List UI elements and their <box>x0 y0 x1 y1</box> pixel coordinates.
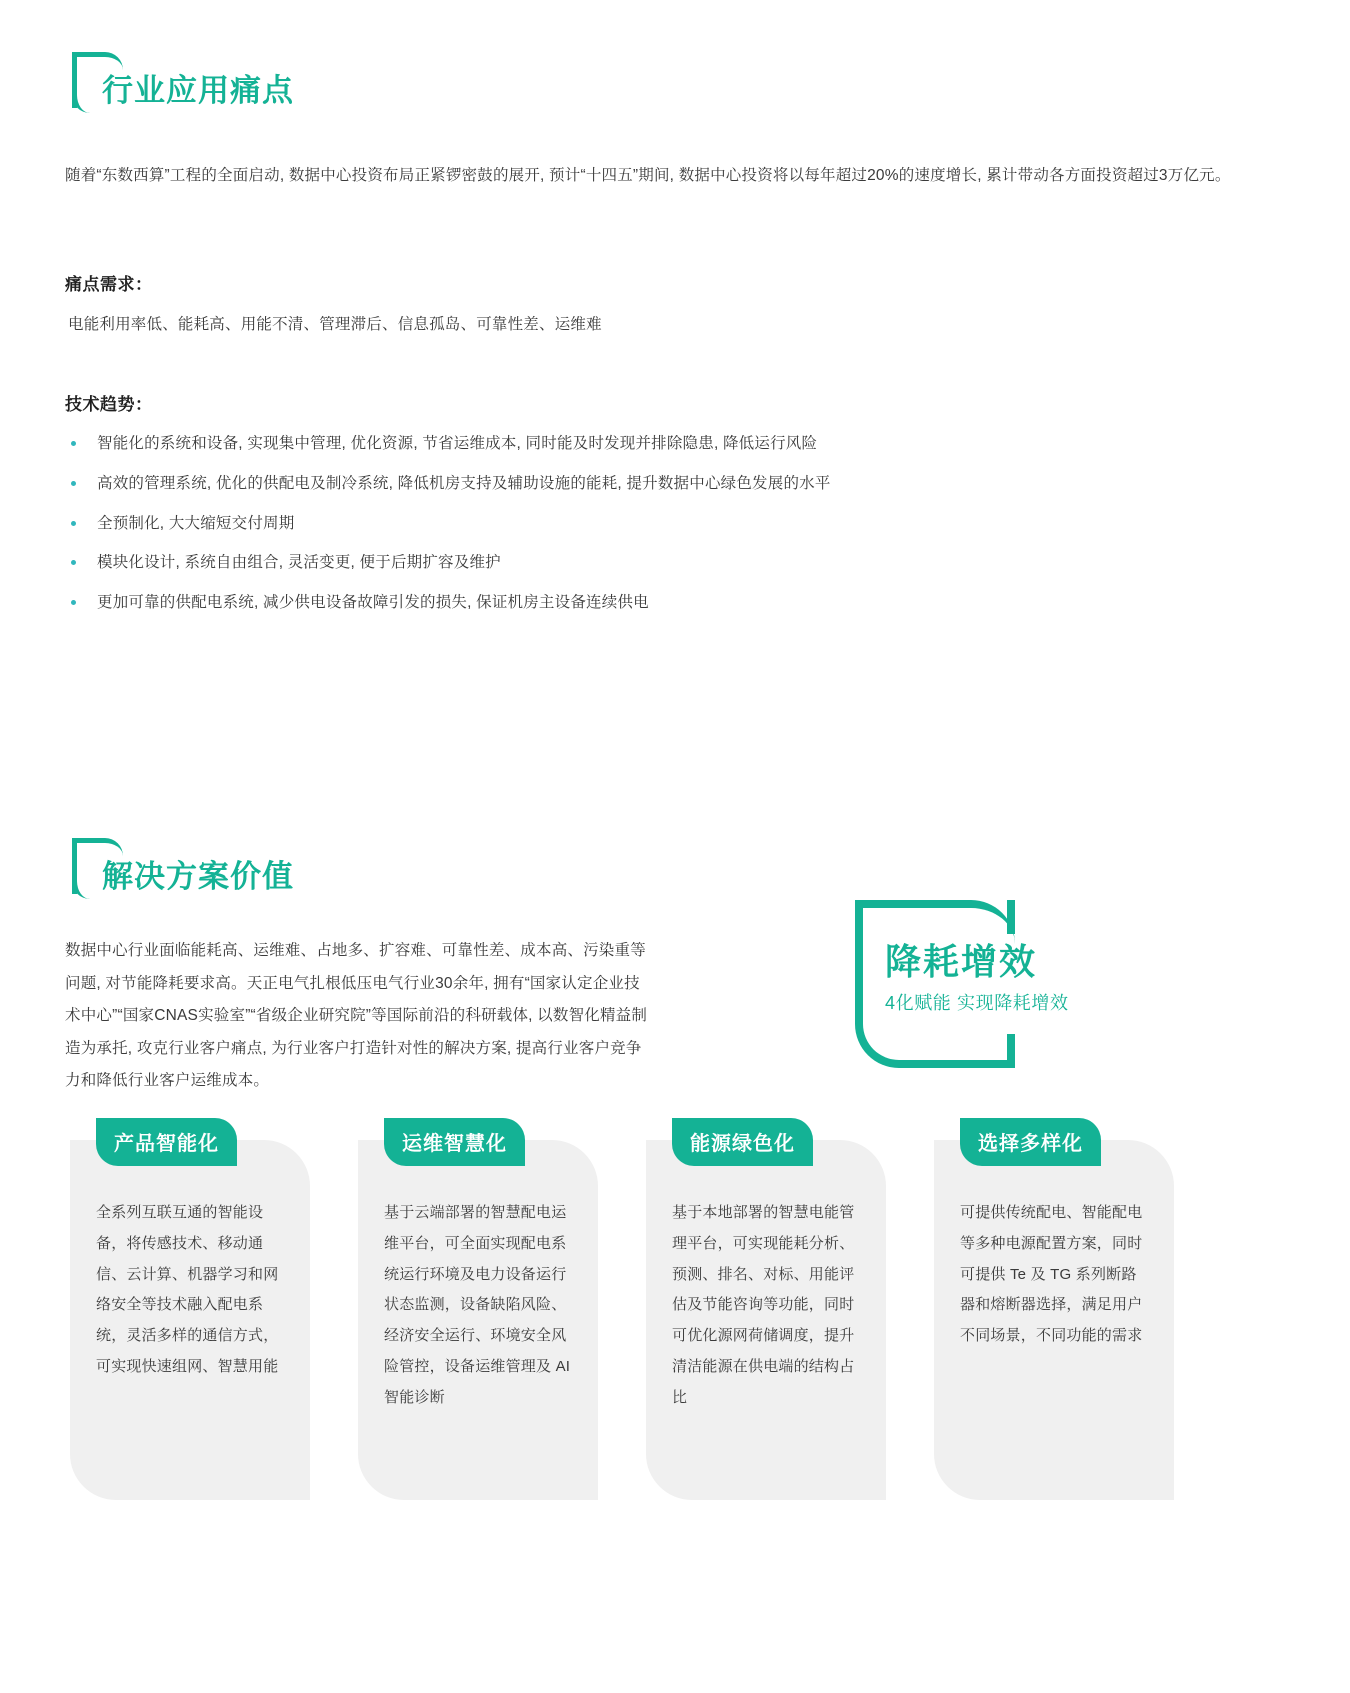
card-body: 全系列互联互通的智能设备，将传感技术、移动通信、云计算、机器学习和网络安全等技术融入配电系统，灵活多样的通信方式，可实现快速组网、智慧用能 <box>96 1204 279 1375</box>
badge-text-group <box>885 940 1305 1015</box>
list-item: 高效的管理系统, 优化的供配电及制冷系统, 降低机房支持及辅助设施的能耗, 提升数据中心绿色发展的水平 <box>65 472 1265 497</box>
value-card <box>934 1133 1174 1500</box>
section-heading-solution-value <box>72 838 294 894</box>
value-card <box>358 1133 598 1500</box>
trend-list <box>65 432 1265 631</box>
bracket-mark-icon <box>72 838 118 894</box>
demand-heading: 痛点需求： <box>65 275 153 294</box>
badge-title: 降耗增效 <box>885 941 1038 982</box>
list-item: 更加可靠的供配电系统, 减少供电设备故障引发的损失, 保证机房主设备连续供电 <box>65 591 1265 616</box>
page-title: 行业应用痛点 <box>102 73 294 108</box>
card-body: 可提供传统配电、智能配电等多种电源配置方案，同时可提供 Te 及 TG 系列断路器和熔断器选择，满足用户不同场景，不同功能的需求 <box>960 1204 1143 1344</box>
card-tag: 选择多样化 <box>960 1118 1101 1166</box>
list-item: 全预制化, 大大缩短交付周期 <box>65 512 1265 537</box>
demand-text: 电能利用率低、能耗高、用能不清、管理滞后、信息孤岛、可靠性差、运维难 <box>68 316 602 333</box>
section-title-solution-value: 解决方案价值 <box>102 859 294 894</box>
value-cards-row <box>70 1133 1285 1500</box>
badge-subtitle: 4化赋能 实现降耗增效 <box>885 993 1069 1014</box>
card-tag: 产品智能化 <box>96 1118 237 1166</box>
bracket-mark-icon <box>72 52 118 108</box>
list-item: 智能化的系统和设备, 实现集中管理, 优化资源, 节省运维成本, 同时能及时发现并排除隐患, 降低运行风险 <box>65 432 1265 457</box>
value-card <box>70 1133 310 1500</box>
card-tag: 能源绿色化 <box>672 1118 813 1166</box>
solution-value-paragraph: 数据中心行业面临能耗高、运维难、占地多、扩容难、可靠性差、成本高、污染重等问题, 对节能降耗要求高。天正电气扎根低压电气行业30余年, 拥有“国家认定企业技术中心”“国家CNAS实验室”“省级企业研究院”等国际前沿的科研载体, 以数智化精益制造为承托, 攻克行业客户痛点, 为行业客户打造针对性的解决方案, 提高行业客户竞争力和降低行业客户运维成本。 <box>65 942 648 1090</box>
pain-points-lead-paragraph: 随着“东数西算”工程的全面启动, 数据中心投资布局正紧锣密鼓的展开, 预计“十四五”期间, 数据中心投资将以每年超过20%的速度增长, 累计带动各方面投资超过3万亿元。 <box>65 167 1231 184</box>
card-body: 基于云端部署的智慧配电运维平台，可全面实现配电系统运行环境及电力设备运行状态监测，设备缺陷风险、经济安全运行、环境安全风险管控，设备运维管理及 AI 智能诊断 <box>384 1204 571 1406</box>
card-tag: 运维智慧化 <box>384 1118 525 1166</box>
card-body: 基于本地部署的智慧电能管理平台，可实现能耗分析、预测、排名、对标、用能评估及节能咨询等功能，同时可优化源网荷储调度，提升清洁能源在供电端的结构占比 <box>672 1204 855 1406</box>
section-heading-pain-points <box>72 52 294 108</box>
list-item: 模块化设计, 系统自由组合, 灵活变更, 便于后期扩容及维护 <box>65 551 1265 576</box>
value-card <box>646 1133 886 1500</box>
trend-heading: 技术趋势： <box>65 395 153 414</box>
